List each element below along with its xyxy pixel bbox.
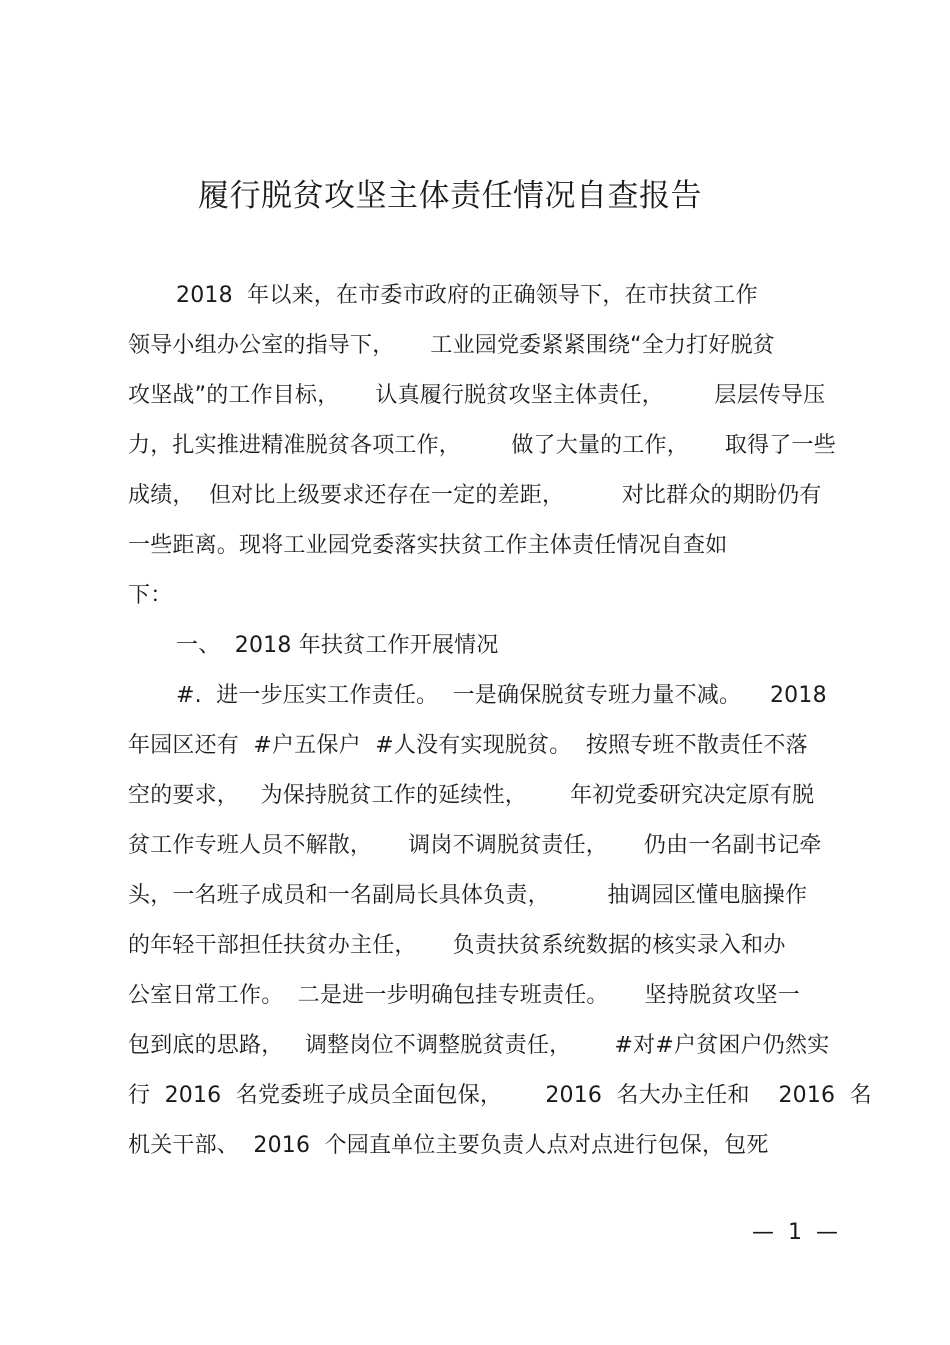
paragraph-line: 空的要求， 为保持脱贫工作的延续性， 年初党委研究决定原有脱 bbox=[128, 783, 815, 808]
paragraph-line: 一些距离。现将工业园党委落实扶贫工作主体责任情况自查如 bbox=[128, 533, 728, 558]
paragraph-line: #. 进一步压实工作责任。 一是确保脱贫专班力量不减。 2018 bbox=[176, 683, 827, 708]
paragraph-line: 公室日常工作。 二是进一步明确包挂专班责任。 坚持脱贫攻坚一 bbox=[128, 983, 800, 1008]
paragraph-line: 领导小组办公室的指导下， 工业园党委紧紧围绕“全力打好脱贫 bbox=[128, 333, 775, 358]
paragraph-line: 行 2016 名党委班子成员全面包保， 2016 名大办主任和 2016 名 bbox=[128, 1083, 872, 1108]
document-title: 履行脱贫攻坚主体责任情况自查报告 bbox=[198, 178, 702, 214]
paragraph-line: 年园区还有 #户五保户 #人没有实现脱贫。 按照专班不散责任不落 bbox=[128, 733, 808, 758]
paragraph-line: 包到底的思路， 调整岗位不调整脱贫责任， #对#户贫困户仍然实 bbox=[128, 1033, 830, 1058]
section-heading: 一、 2018 年扶贫工作开展情况 bbox=[176, 633, 499, 658]
paragraph-line: 攻坚战”的工作目标， 认真履行脱贫攻坚主体责任， 层层传导压 bbox=[128, 383, 826, 408]
paragraph-line: 机关干部、 2016 个园直单位主要负责人点对点进行包保，包死 bbox=[128, 1133, 769, 1158]
page-number: — 1 — bbox=[752, 1220, 838, 1245]
paragraph-line: 贫工作专班人员不解散， 调岗不调脱贫责任， 仍由一名副书记牵 bbox=[128, 833, 822, 858]
paragraph-line: 下： bbox=[128, 583, 173, 608]
paragraph-line: 成绩， 但对比上级要求还存在一定的差距， 对比群众的期盼仍有 bbox=[128, 483, 822, 508]
paragraph-line: 2018 年以来，在市委市政府的正确领导下，在市扶贫工作 bbox=[176, 283, 758, 308]
paragraph-line: 头，一名班子成员和一名副局长具体负责， 抽调园区懂电脑操作 bbox=[128, 883, 808, 908]
paragraph-line: 的年轻干部担任扶贫办主任， 负责扶贫系统数据的核实录入和办 bbox=[128, 933, 786, 958]
paragraph-line: 力，扎实推进精准脱贫各项工作， 做了大量的工作， 取得了一些 bbox=[128, 433, 836, 458]
